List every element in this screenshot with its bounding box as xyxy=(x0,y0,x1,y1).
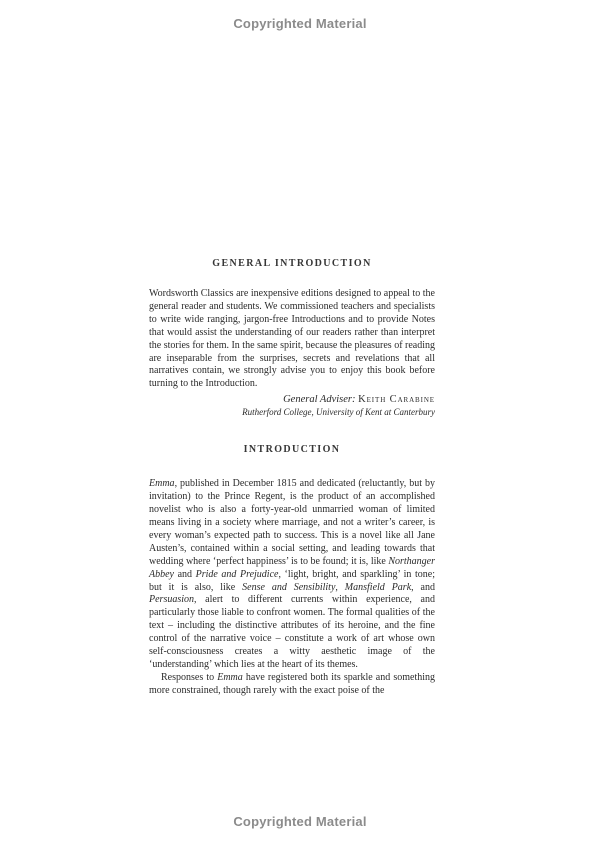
general-adviser-line: General Adviser: Keith Carabine xyxy=(283,394,435,406)
introduction-paragraph-1: Emma, published in December 1815 and dedicated (reluctantly, but by invitation) to the Prince Regent, is the product of an accomplished novelist who is also a forty-year-old unmarried woman of limited means living in a society where marriage, and not a writer’s career, is every woman’s expected path to success. This is a novel like all Jane Austen’s, contained within a social setting, and leading towards that wedding where ‘perfect happiness’ is to be found; it is, like Northanger Abbey and Pride and Prejudice, ‘light, bright, and sparkling’ in tone; but it is also, like Sense and Sensibility, Mansfield Park, and Persuasion, alert to different currents within experience, and particularly those liable to confront women. The formal qualities of the text – including the distinctive attributes of its heroine, and the fine control of the narrative voice – constitute a work of art whose own self-consciousness creates a witty aesthetic image of the ‘understanding’ which lies at the heart of its themes. xyxy=(149,478,435,670)
general-introduction-paragraph: Wordsworth Classics are inexpensive editions designed to appeal to the general reader and students. We commissioned teachers and specialists to write wide ranging, jargon-free Introductions and to provide Notes that would assist the understanding of our readers rather than interpret the stories for them. In the same spirit, because the pleasures of reading are inseparable from the surprises, secrets and revelations that all narratives contain, we strongly advise you to enjoy this book before turning to the Introduction. xyxy=(149,288,436,390)
copyright-notice-bottom: Copyrighted Material xyxy=(233,814,367,829)
general-introduction-heading: GENERAL INTRODUCTION xyxy=(212,258,372,269)
text-column xyxy=(149,258,435,698)
adviser-affiliation: Rutherford College, University of Kent at Canterbury xyxy=(242,407,435,418)
introduction-heading: INTRODUCTION xyxy=(243,444,341,456)
introduction-paragraph-2: Responses to Emma have registered both its sparkle and something more constrained, though rarely with the exact poise of the xyxy=(149,671,436,696)
copyright-notice-top: Copyrighted Material xyxy=(233,16,367,31)
